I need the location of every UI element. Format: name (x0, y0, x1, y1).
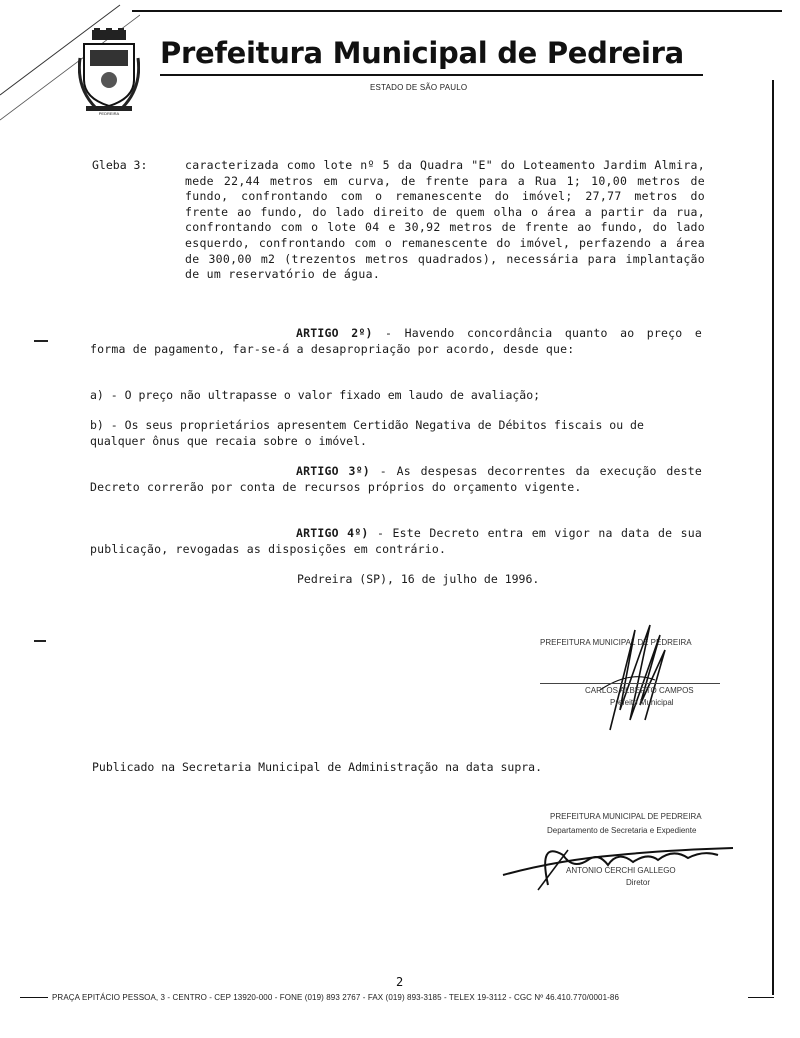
artigo-2-text: - Havendo concordância quanto ao preço e forma de pagamento, far-se-á a desapropriação por acordo, desde que: (90, 326, 702, 356)
artigo-4-label: ARTIGO 4º) (296, 526, 369, 540)
signature-1-line (540, 683, 720, 684)
page-number: 2 (396, 975, 404, 989)
frame-right-rule (772, 80, 774, 995)
document-date: Pedreira (SP), 16 de julho de 1996. (297, 572, 540, 586)
frame-bottom-rule-right (748, 997, 774, 998)
signature-2-scribble (498, 830, 743, 900)
municipal-coat-of-arms (78, 28, 140, 116)
artigo-3-paragraph (90, 464, 702, 495)
artigo-4-paragraph (90, 526, 702, 557)
signature-2-stamp-top: PREFEITURA MUNICIPAL DE PEDREIRA (550, 812, 702, 821)
signature-1-scribble (580, 610, 700, 740)
item-b-text: Os seus proprietários apresentem Certidão Negativa de Débitos fiscais ou de qualquer ônus que recaia sobre o imóvel. (90, 418, 644, 448)
frame-top-rule (132, 10, 782, 12)
item-a-text: O preço não ultrapasse o valor fixado em laudo de avaliação; (124, 388, 541, 402)
artigo-2-label: ARTIGO 2º) (296, 326, 373, 340)
footer-address: PRAÇA EPITÁCIO PESSOA, 3 - CENTRO - CEP 13920-000 - FONE (019) 893 2767 - FAX (019) 893-3185 - TELEX 19-3112 - CGC Nº 46.410.770/0001-86 (52, 993, 620, 1002)
publication-note: Publicado na Secretaria Municipal de Administração na data supra. (92, 760, 543, 774)
signature-2-name: ANTONIO CERCHI GALLEGO (566, 866, 676, 875)
signature-2-dept: Departamento de Secretaria e Expediente (547, 826, 697, 835)
punch-mark (34, 640, 46, 642)
header-rule (160, 74, 703, 76)
gleba-description: caracterizada como lote nº 5 da Quadra "E" do Loteamento Jardim Almira, mede 22,44 metros em curva, de frente para a Rua 1; 10,00 metros de fundo, confrontando com o remanescente do imóvel; 27,77 metros do frente ao fundo, do lado direito de quem olha o área a partir da rua, confrontando com o lote 04 e 30,92 metros de frente ao fundo, do lado esquerdo, confrontando com o remanescente do imóvel, perfazendo a área de 300,00 m2 (trezentos metros quadrados), necessária para implantação de um reservatório de água. (185, 158, 705, 282)
header-subtitle: ESTADO DE SÃO PAULO (370, 83, 468, 92)
svg-text:PEDREIRA: PEDREIRA (98, 111, 120, 116)
artigo-2-paragraph (90, 326, 702, 357)
item-b-label: b) - (90, 418, 118, 432)
signature-1-stamp-top: PREFEITURA MUNICIPAL DE PEDREIRA (540, 638, 692, 647)
signature-1-name: CARLOS ALBERTO CAMPOS (585, 686, 694, 695)
artigo-4-text: - Este Decreto entra em vigor na data de sua publicação, revogadas as disposições em contrário. (90, 526, 702, 556)
page-title: Prefeitura Municipal de Pedreira (160, 36, 684, 70)
punch-mark (34, 340, 48, 342)
item-a-label: a) - (90, 388, 118, 402)
artigo-3-label: ARTIGO 3º) (296, 464, 370, 478)
artigo-3-text: - As despesas decorrentes da execução deste Decreto correrão por conta de recursos próprios do orçamento vigente. (90, 464, 702, 494)
signature-1-role: Prefeito Municipal (610, 698, 674, 707)
list-item (90, 418, 702, 449)
gleba-label: Gleba 3: (92, 158, 148, 172)
list-item (90, 388, 702, 404)
frame-bottom-rule-left (20, 997, 48, 998)
signature-2-role: Diretor (626, 878, 651, 887)
